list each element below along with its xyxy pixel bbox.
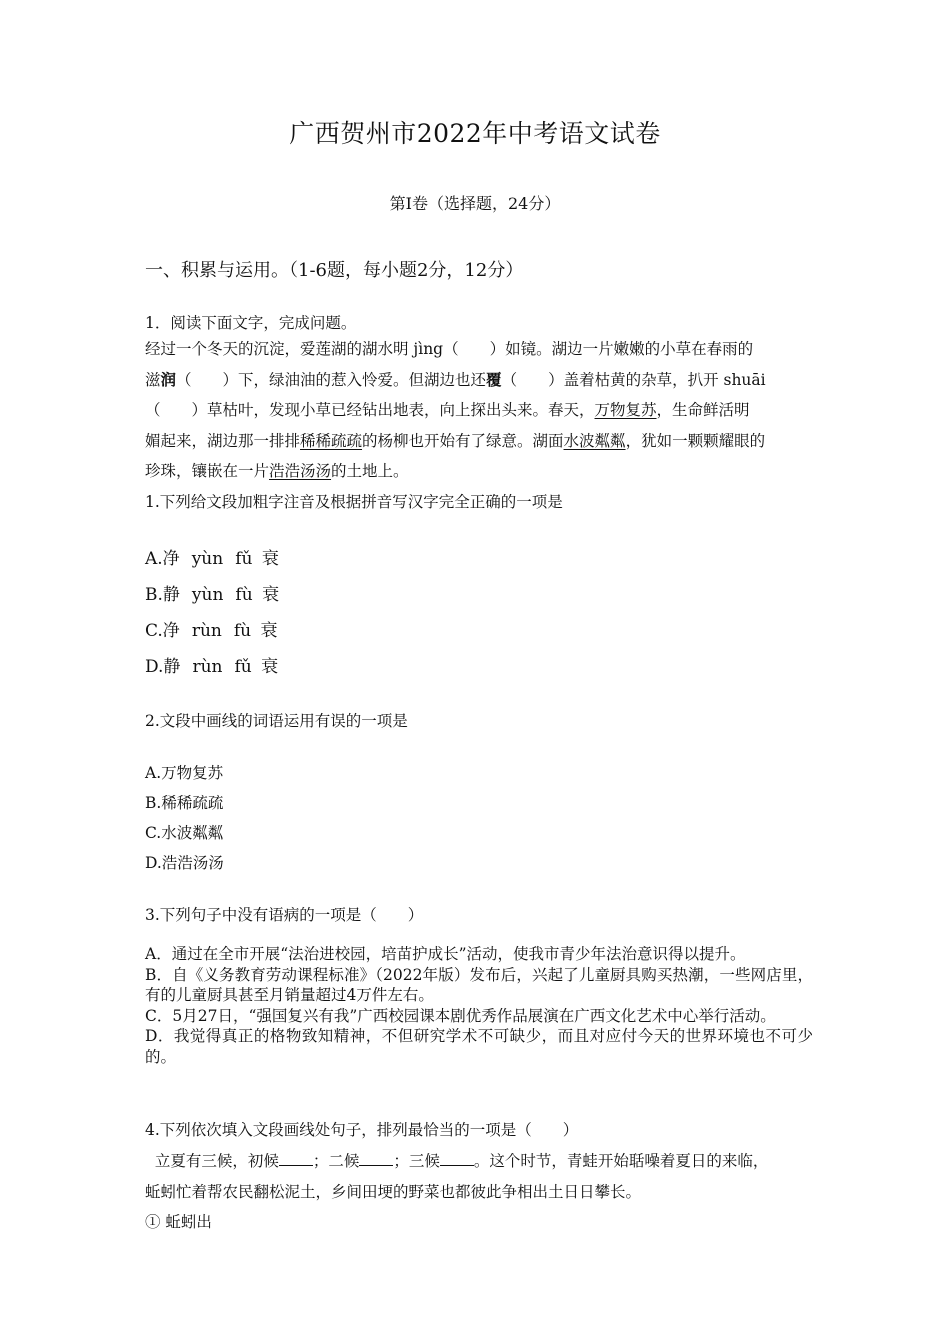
fill-blank bbox=[279, 1151, 313, 1166]
passage-text: ，生命鲜活明 bbox=[656, 401, 750, 419]
passage-text: 珍珠，镶嵌在一片 bbox=[145, 462, 270, 480]
passage-line-2 bbox=[145, 365, 813, 396]
question-4: 4.下列依次填入文段画线处句子，排列最恰当的一项是（ ） bbox=[145, 1121, 579, 1139]
answer-char: 衰 bbox=[262, 585, 280, 605]
passage-text: ，犹如一颗颗耀眼的 bbox=[625, 431, 766, 450]
underlined-word: 万物复苏 bbox=[594, 401, 657, 419]
option-c[interactable]: C.水波粼粼 bbox=[145, 824, 224, 842]
bold-char-run: 润 bbox=[160, 369, 177, 389]
sub-question-1: 1.下列给文段加粗字注音及根据拼音写汉字完全正确的一项是 bbox=[145, 493, 563, 511]
passage-text: （ ）下，绿油油的惹入怜爱。但湖边也还 bbox=[176, 370, 487, 389]
pinyin: rùn bbox=[191, 621, 222, 641]
underlined-word: 稀稀疏疏 bbox=[300, 431, 363, 450]
fill-blank bbox=[440, 1151, 474, 1166]
passage-text: 的杨柳也开始有了绿意。湖面 bbox=[362, 431, 564, 450]
option-b[interactable]: B.稀稀疏疏 bbox=[145, 794, 224, 812]
question-1-stem: 1．阅读下面文字，完成问题。 bbox=[145, 314, 357, 332]
option-a[interactable]: A.万物复苏 bbox=[145, 764, 224, 782]
option-label: B.静 bbox=[145, 585, 180, 605]
question-3: 3.下列句子中没有语病的一项是（ ） bbox=[145, 906, 424, 924]
pinyin: fǔ bbox=[234, 657, 252, 677]
pinyin: fǔ bbox=[235, 549, 253, 569]
answer-char: 衰 bbox=[260, 621, 278, 641]
option-c[interactable]: C．5月27日，“强国复兴有我”广西校园课本剧优秀作品展演在广西文化艺术中心举行活动。 bbox=[145, 1006, 776, 1025]
fill-blank bbox=[359, 1151, 393, 1166]
passage-text: 经过一个冬天的沉淀，爱莲湖的湖水明 jìng（ ）如镜。湖边一片嫩嫩的小草在春雨的 bbox=[145, 340, 754, 358]
bold-char-fu: 覆 bbox=[486, 369, 502, 389]
option-d[interactable]: D.浩浩汤汤 bbox=[145, 854, 224, 872]
question-3-options bbox=[145, 944, 813, 1067]
pinyin: fù bbox=[235, 585, 253, 605]
option-a[interactable] bbox=[145, 544, 279, 569]
pinyin: yùn bbox=[191, 585, 224, 605]
passage-text: ；二候 bbox=[312, 1152, 360, 1170]
section-heading: 一、积累与运用。（1-6题，每小题2分，12分） bbox=[145, 260, 524, 281]
option-label: A.净 bbox=[145, 549, 180, 569]
option-b[interactable]: B．自《义务教育劳动课程标准》（2022年版）发布后，兴起了儿童厨具购买热潮，一些网店里，有的儿童厨具甚至月销量超过4万件左右。 bbox=[145, 965, 813, 1004]
pinyin: rùn bbox=[192, 657, 223, 677]
passage-text: 。这个时节，青蛙开始聒噪着夏日的来临， bbox=[473, 1152, 769, 1170]
passage-text: 立夏有三候，初候 bbox=[145, 1152, 279, 1170]
pinyin: fù bbox=[233, 621, 252, 641]
option-label: D.静 bbox=[145, 657, 181, 677]
underlined-word: 浩浩汤汤 bbox=[269, 462, 332, 480]
passage-text: 滋 bbox=[145, 370, 161, 389]
page-title: 广西贺州市2022年中考语文试卷 bbox=[289, 119, 661, 148]
passage-text: 媚起来，湖边那一排排 bbox=[145, 431, 301, 450]
passage-line-5 bbox=[145, 456, 813, 487]
option-d[interactable] bbox=[145, 652, 278, 677]
question-4-passage-line-1 bbox=[145, 1149, 768, 1171]
option-b[interactable] bbox=[145, 580, 279, 605]
option-a[interactable]: A．通过在全市开展“法治进校园，培苗护成长”活动，使我市青少年法治意识得以提升。 bbox=[145, 945, 746, 963]
passage-line-4 bbox=[145, 426, 813, 457]
pinyin: yùn bbox=[191, 549, 224, 569]
option-c[interactable] bbox=[145, 616, 278, 641]
option-d[interactable]: D．我觉得真正的格物致知精神，不但研究学术不可缺少，而且对应付今天的世界环境也不可少的。 bbox=[145, 1027, 813, 1066]
passage-text: （ ）盖着枯黄的杂草，扒开 shuāi bbox=[501, 370, 766, 389]
passage-text: （ ）草枯叶，发现小草已经钻出地表，向上探出头来。春天， bbox=[145, 401, 595, 419]
passage-text: 的土地上。 bbox=[331, 462, 409, 480]
sub-question-2: 2.文段中画线的词语运用有误的一项是 bbox=[145, 712, 408, 730]
question-4-passage-line-2: 蚯蚓忙着帮农民翻松泥土，乡间田埂的野菜也都彼此争相出土日日攀长。 bbox=[145, 1183, 642, 1201]
answer-char: 衰 bbox=[261, 549, 279, 569]
paper-subtitle: 第Ⅰ卷（选择题，24分） bbox=[389, 194, 561, 213]
option-label: C.净 bbox=[145, 621, 180, 641]
underlined-word: 水波粼粼 bbox=[563, 431, 626, 450]
passage-text: ；三候 bbox=[393, 1152, 440, 1170]
question-4-item-1: ① 蚯蚓出 bbox=[145, 1213, 212, 1231]
answer-char: 衰 bbox=[261, 657, 279, 677]
passage-line-3 bbox=[145, 395, 813, 426]
passage-line-1 bbox=[145, 334, 813, 365]
reading-passage bbox=[145, 334, 813, 487]
